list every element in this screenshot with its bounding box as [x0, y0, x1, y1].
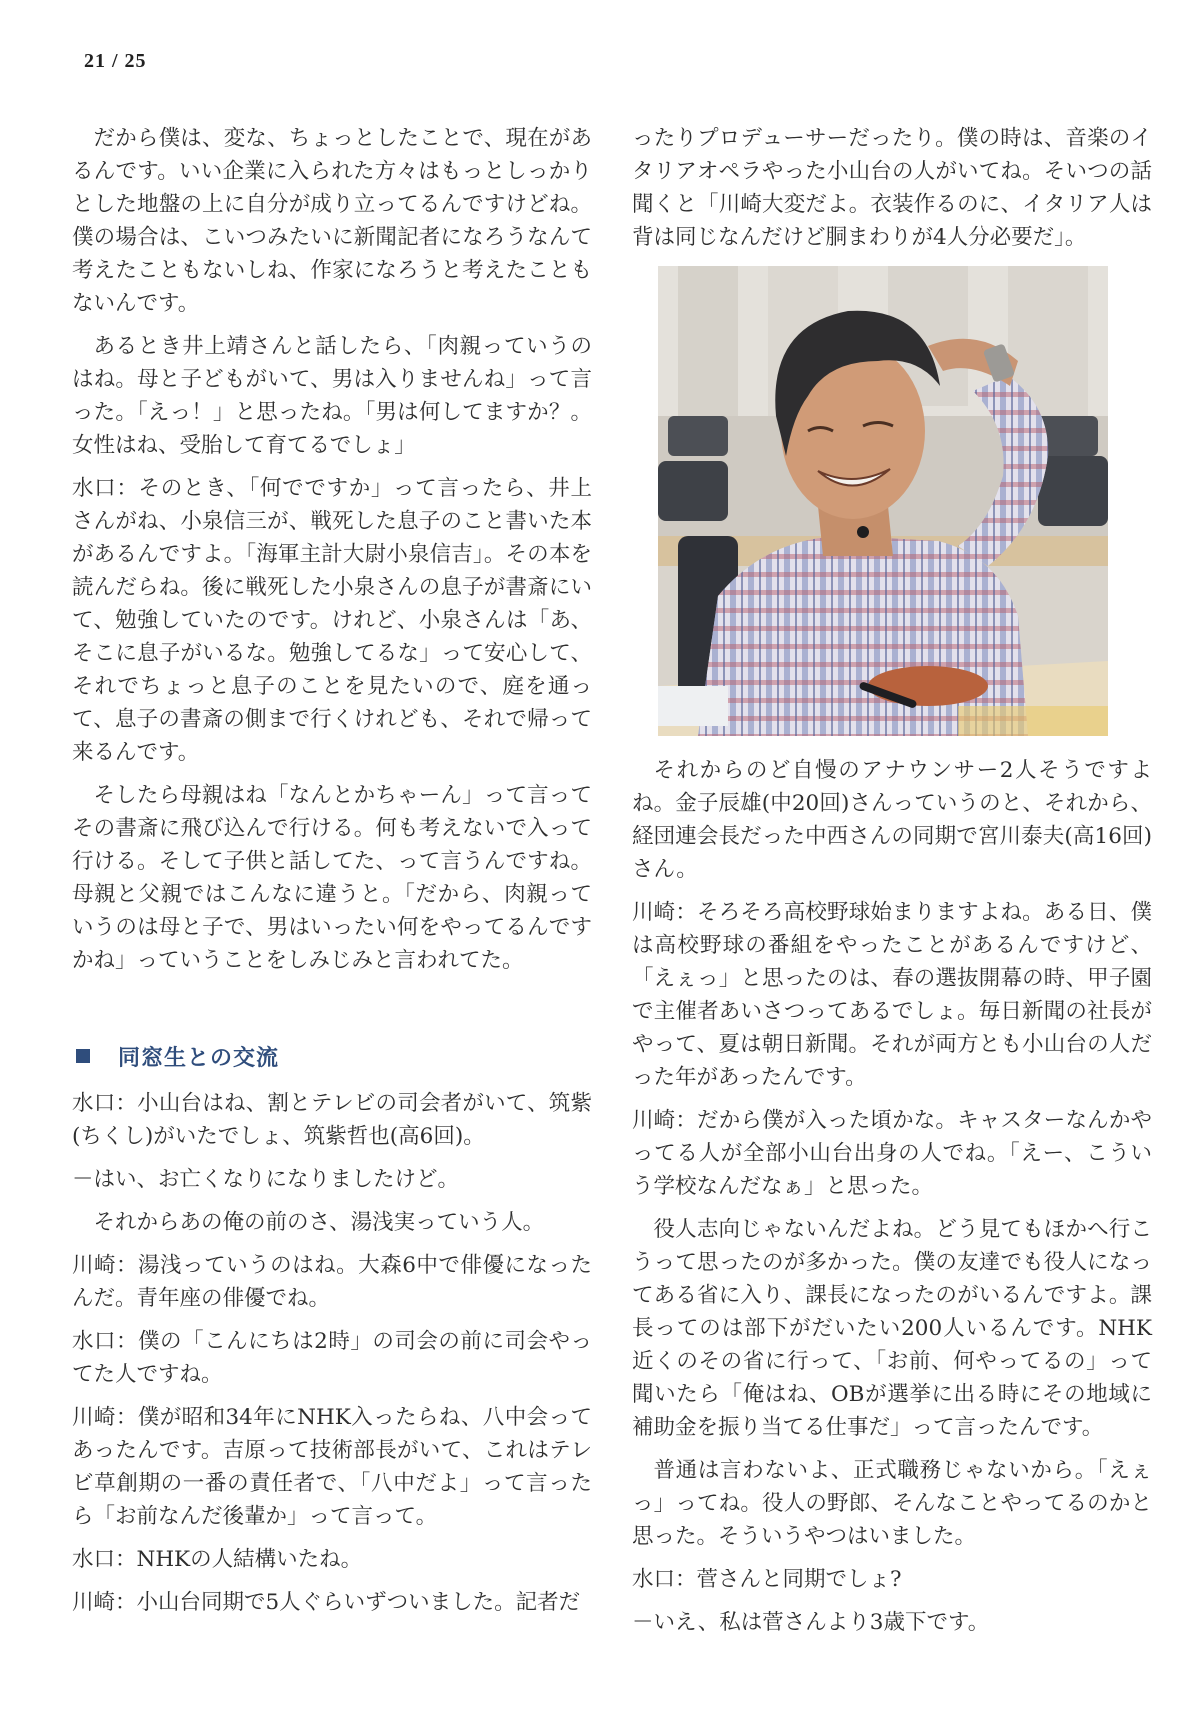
paragraph: 川崎：湯浅っていうのはね。大森6中で俳優になったんだ。青年座の俳優でね。: [72, 1253, 592, 1311]
paragraph: 水口：NHKの人結構いたね。: [72, 1547, 363, 1572]
paragraph: ったりプロデューサーだったり。僕の時は、音楽のイタリアオペラやった小山台の人がいてね。そいつの話聞くと「川崎大変だよ。衣装作るのに、イタリア人は背は同じなんだけど胴まわりが4人分必要だ」。: [632, 126, 1152, 250]
interview-photo: [658, 266, 1108, 736]
paragraph: 水口：小山台はね、割とテレビの司会者がいて、筑紫(ちくし)がいたでしょ、筑紫哲也(高6回)。: [72, 1091, 592, 1149]
paragraph: 水口：僕の「こんにちは2時」の司会の前に司会やってた人ですね。: [72, 1329, 592, 1387]
paragraph: －はい、お亡くなりになりましたけど。: [72, 1167, 460, 1192]
paragraph: それからのど自慢のアナウンサー2人そうですよね。金子辰雄(中20回)さんっていうのと、それから、経団連会長だった中西さんの同期で宮川泰夫(高16回)さん。: [632, 758, 1152, 882]
right-column: [632, 122, 1152, 1649]
portrait-illustration: [658, 266, 1108, 736]
paragraph: 川崎：そろそろ高校野球始まりますよね。ある日、僕は高校野球の番組をやったことがあるんですけど、「えぇっ」と思ったのは、春の選抜開幕の時、甲子園で主催者あいさつってあるでしょ。毎日新聞の社長がやって、夏は朝日新聞。それが両方とも小山台の人だった年があったんです。: [632, 900, 1152, 1090]
paragraph: 役人志向じゃないんだよね。どう見てもほかへ行こうって思ったのが多かった。僕の友達でも役人になってある省に入り、課長になったのがいるんですよ。課長ってのは部下がだいたい200人いるんです。NHK近くのその省に行って、「お前、何やってるの」って聞いたら「俺はね、OBが選挙に出る時にその地域に補助金を振り当てる仕事だ」って言ったんです。: [632, 1217, 1152, 1440]
paragraph: 川崎：僕が昭和34年にNHK入ったらね、八中会ってあったんです。吉原って技術部長がいて、これはテレビ草創期の一番の責任者で、「八中だよ」って言ったら「お前なんだ後輩か」って言って。: [72, 1405, 592, 1529]
paragraph: あるとき井上靖さんと話したら、「肉親っていうのはね。母と子どもがいて、男は入りませんね」って言った。「えっ！」と思ったね。「男は何してますか？。女性はね、受胎して育てるでしょ」: [72, 334, 592, 458]
paragraph: 川崎：小山台同期で5人ぐらいずついました。記者だ: [72, 1590, 581, 1615]
paragraph: それからあの俺の前のさ、湯浅実っていう人。: [93, 1210, 545, 1235]
left-column: [72, 122, 592, 1629]
square-bullet-icon: [76, 1049, 90, 1063]
page-number: 21 / 25: [84, 50, 147, 72]
paragraph: 水口：そのとき、「何でですか」って言ったら、井上さんがね、小泉信三が、戦死した息子のこと書いた本があるんですよ。「海軍主計大尉小泉信吉」。その本を読んだらね。後に戦死した小泉さんの息子が書斎にいて、勉強していたのです。けれど、小泉さんは「あ、そこに息子がいるな。勉強してるな」って安心して、それでちょっと息子のことを見たいので、庭を通って、息子の書斎の側まで行くけれども、それで帰って来るんです。: [72, 476, 592, 765]
paragraph: 水口：菅さんと同期でしょ?: [632, 1567, 902, 1592]
section-heading: [74, 1039, 592, 1073]
paragraph: だから僕は、変な、ちょっとしたことで、現在があるんです。いい企業に入られた方々はもっとしっかりとした地盤の上に自分が成り立ってるんですけどね。僕の場合は、こいつみたいに新聞記者になろうなんて考えたこともないしね、作家になろうと考えたこともないんです。: [72, 126, 592, 316]
paragraph: 普通は言わないよ、正式職務じゃないから。「えぇっ」ってね。役人の野郎、そんなことやってるのかと思った。そういうやつはいました。: [632, 1458, 1152, 1549]
paragraph: 川崎：だから僕が入った頃かな。キャスターなんかやってる人が全部小山台出身の人でね。「えー、こういう学校なんだなぁ」と思った。: [632, 1108, 1152, 1199]
paragraph: －いえ、私は菅さんより3歳下です。: [632, 1610, 990, 1635]
paragraph: そしたら母親はね「なんとかちゃーん」って言ってその書斎に飛び込んで行ける。何も考えないで入って行ける。そして子供と話してた、って言うんですね。母親と父親ではこんなに違うと。「だから、肉親っていうのは母と子で、男はいったい何をやってるんですかね」っていうことをしみじみと言われてた。: [72, 783, 592, 973]
section-title: 同窓生との交流: [118, 1045, 280, 1071]
